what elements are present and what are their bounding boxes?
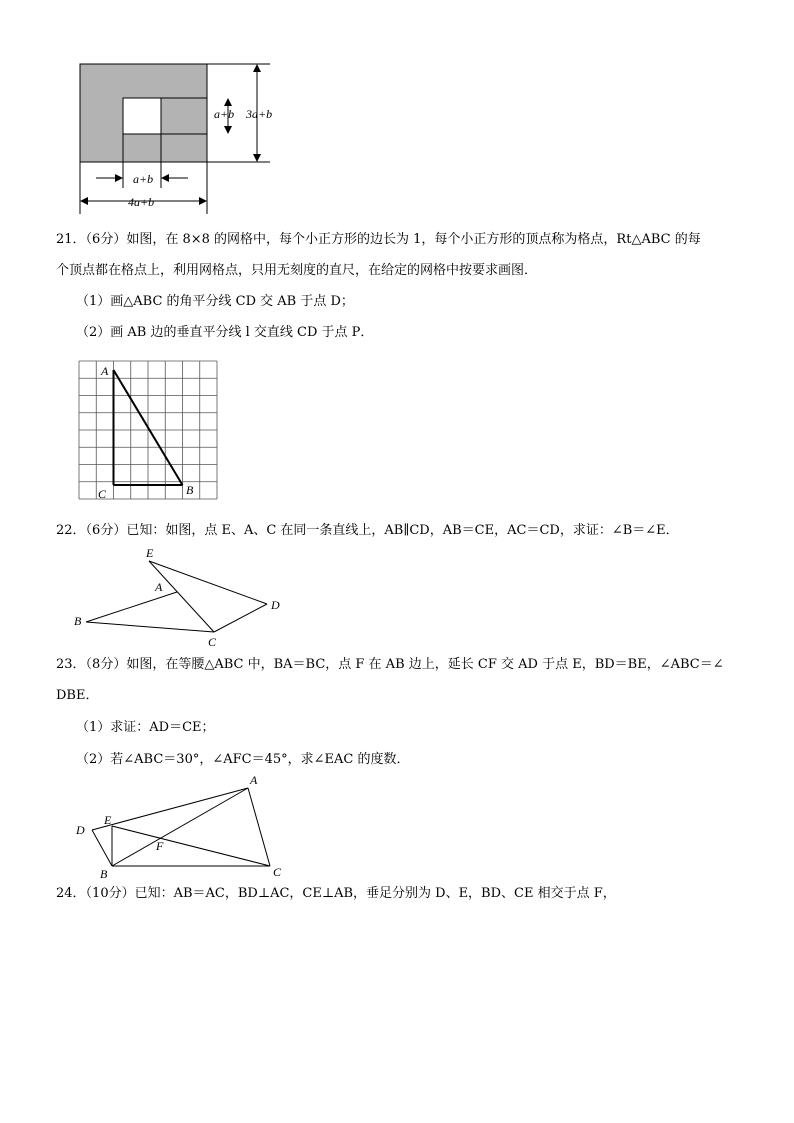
q22-label-E: E (146, 546, 154, 560)
q21-part1: （1）画△ABC 的角平分线 CD 交 AB 于点 D； (76, 294, 354, 309)
q21-number: 21． (56, 232, 86, 247)
q23-label-A: A (250, 773, 258, 787)
label-outer-height: 3a+b (246, 107, 273, 121)
q23-label-D: D (76, 823, 85, 837)
q21-score: （6分） (85, 232, 127, 247)
q21-text-line2: 个顶点都在格点上，利用网格点，只用无刻度的直尺，在给定的网格中按要求画图． (56, 263, 538, 278)
q21-part2: （2）画 AB 边的垂直平分线 l 交直线 CD 于点 P． (76, 325, 374, 340)
q23-text-line2: DBE． (56, 688, 99, 703)
q23-figure (68, 772, 298, 882)
q23-score: （8分） (85, 657, 127, 672)
q24-number: 24． (56, 886, 86, 901)
q22-figure (66, 542, 296, 652)
q24-text: 已知：AB＝AC，BD⊥AC，CE⊥AB，垂足分别为 D、E，BD、CE 相交于点 F， (134, 886, 616, 901)
q23-text-line1: 如图，在等腰△ABC 中，BA＝BC，点 F 在 AB 边上，延长 CF 交 AD 于点 E，BD＝BE，∠ABC＝∠ (126, 657, 724, 672)
q23-label-E: E (104, 813, 112, 827)
q21-label-C: C (98, 487, 107, 501)
q23-label-B: B (100, 867, 108, 881)
q21-grid-figure (74, 356, 224, 506)
q23-part2: （2）若∠ABC＝30°，∠AFC＝45°，求∠EAC 的度数． (76, 752, 410, 767)
label-inner-height: a+b (214, 107, 235, 121)
q23-line1 (56, 657, 724, 673)
q22-number: 22． (56, 523, 86, 538)
q22-text: 已知：如图，点 E、A、C 在同一条直线上，AB∥CD，AB＝CE，AC＝CD，求证：∠B＝∠E． (126, 523, 679, 538)
q21-label-B: B (186, 483, 194, 497)
q22-label-B: B (74, 614, 82, 628)
square-frame-figure (70, 58, 290, 218)
q22-label-A: A (155, 580, 163, 594)
q23-label-C: C (273, 865, 282, 879)
q22-score: （6分） (85, 523, 127, 538)
q23-part1: （1）求证：AD＝CE； (76, 720, 215, 735)
q21-label-A: A (101, 364, 109, 378)
q21-line1 (56, 232, 701, 248)
q23-label-F: F (156, 839, 164, 853)
label-inner-width: a+b (133, 172, 154, 186)
q24-score: （10分） (85, 886, 135, 901)
q22-label-C: C (208, 635, 217, 649)
q21-text-line1: 如图，在 8×8 的网格中，每个小正方形的边长为 1，每个小正方形的顶点称为格点，Rt△ABC 的每 (126, 232, 701, 247)
q22-label-D: D (271, 598, 280, 612)
q22-line (56, 523, 679, 539)
q24-line (56, 886, 616, 902)
q23-number: 23． (56, 657, 86, 672)
label-outer-width: 4a+b (128, 195, 155, 209)
